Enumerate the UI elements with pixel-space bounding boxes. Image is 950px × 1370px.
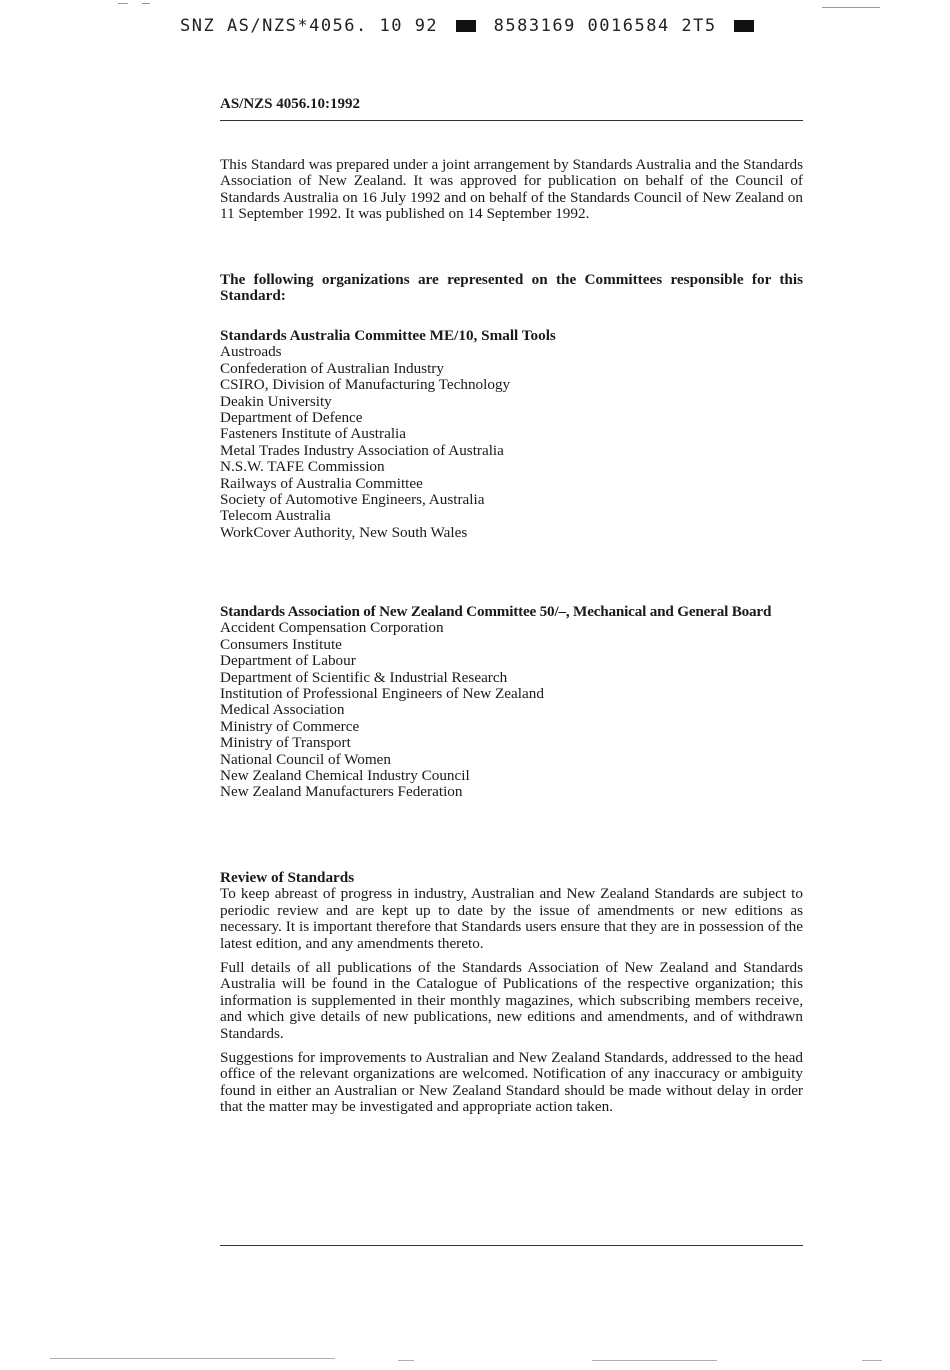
scan-edge-mark xyxy=(50,1358,335,1359)
committee-au-member: Telecom Australia xyxy=(220,507,331,525)
scan-edge-mark xyxy=(862,1360,882,1361)
committee-au-members xyxy=(220,344,803,541)
scan-block-mark xyxy=(456,20,476,32)
committee-au-member: CSIRO, Division of Manufacturing Technology xyxy=(220,376,511,394)
scan-edge-mark xyxy=(398,1360,414,1361)
scan-header xyxy=(180,16,760,36)
scan-edge-mark xyxy=(592,1360,717,1361)
review-paragraph: Full details of all publications of the Standards Association of New Zealand and Standards Australia will be found in the Catalogue of Publications of the respective organization; this information is supplemented in their monthly magazines, which subscribing members receive, and which give details of new publications, new editions and amendments, and of withdrawn Standards. xyxy=(220,959,803,1042)
committee-nz-member: Ministry of Commerce xyxy=(220,717,360,735)
committee-nz-member: Accident Compensation Corporation xyxy=(220,619,444,637)
committee-nz-member: Medical Association xyxy=(220,701,345,719)
review-paragraphs xyxy=(220,886,803,1115)
review-paragraph: To keep abreast of progress in industry, Australian and New Zealand Standards are subject to periodic review and are kept up to date by the issue of amendments or new editions as necessary. It is important therefore that Standards users ensure that they are in possession of the latest edition, and any amendments thereto. xyxy=(220,885,803,952)
committee-nz-member: New Zealand Chemical Industry Council xyxy=(220,767,470,785)
scan-block-mark xyxy=(734,20,754,32)
committee-au-member: Metal Trades Industry Association of Australia xyxy=(220,441,504,459)
committee-au-member: Department of Defence xyxy=(220,409,363,427)
committee-nz-members xyxy=(220,620,803,800)
committee-nz xyxy=(220,604,803,801)
review-heading: Review of Standards xyxy=(220,869,355,886)
committee-au-member: Fasteners Institute of Australia xyxy=(220,425,407,443)
committee-au-member: Society of Automotive Engineers, Australia xyxy=(220,491,485,509)
committee-au-member: Austroads xyxy=(220,343,282,361)
corner-mark xyxy=(118,3,128,4)
corner-mark xyxy=(142,3,150,4)
committee-nz-member: Department of Scientific & Industrial Research xyxy=(220,668,508,686)
committee-nz-member: National Council of Women xyxy=(220,750,392,768)
committee-au xyxy=(220,328,803,541)
committee-au-title: Standards Australia Committee ME/10, Small Tools xyxy=(220,327,556,344)
review-paragraph: Suggestions for improvements to Australian and New Zealand Standards, addressed to the head office of the relevant organizations are welcomed. Notification of any inaccuracy or ambiguity found in either an Australian or New Zealand Standard should be made without delay in order that the matter may be investigated and appropriate action taken. xyxy=(220,1049,803,1116)
organizations-heading: The following organizations are represented on the Committees responsible for this Standard: xyxy=(220,271,803,305)
document-id: AS/NZS 4056.10:1992 xyxy=(220,96,361,112)
committee-nz-member: Consumers Institute xyxy=(220,635,342,653)
review-section xyxy=(220,870,803,1116)
committee-au-member: Deakin University xyxy=(220,392,332,410)
corner-mark xyxy=(822,7,880,8)
intro-paragraph: This Standard was prepared under a joint arrangement by Standards Australia and the Standards Association of New Zealand. It was approved for publication on behalf of the Council of Standards Australia on 16 July 1992 and on behalf of the Standards Council of New Zealand on 11 September 1992. It was published on 14 September 1992. xyxy=(220,156,803,223)
scan-header-code: SNZ AS/NZS*4056. 10 92 xyxy=(180,16,439,36)
committee-nz-member: New Zealand Manufacturers Federation xyxy=(220,783,463,801)
committee-nz-member: Institution of Professional Engineers of New Zealand xyxy=(220,685,544,703)
footer-rule xyxy=(220,1245,803,1246)
committee-au-member: N.S.W. TAFE Commission xyxy=(220,458,385,476)
committee-au-member: Railways of Australia Committee xyxy=(220,474,423,492)
committee-au-member: WorkCover Authority, New South Wales xyxy=(220,523,468,541)
header-rule xyxy=(220,120,803,121)
committee-nz-member: Department of Labour xyxy=(220,652,356,670)
committee-nz-member: Ministry of Transport xyxy=(220,734,351,752)
scan-header-serial: 8583169 0016584 2T5 xyxy=(493,16,717,36)
committee-nz-title: Standards Association of New Zealand Committee 50/–, Mechanical and General Board xyxy=(220,603,772,620)
committee-au-member: Confederation of Australian Industry xyxy=(220,359,444,377)
